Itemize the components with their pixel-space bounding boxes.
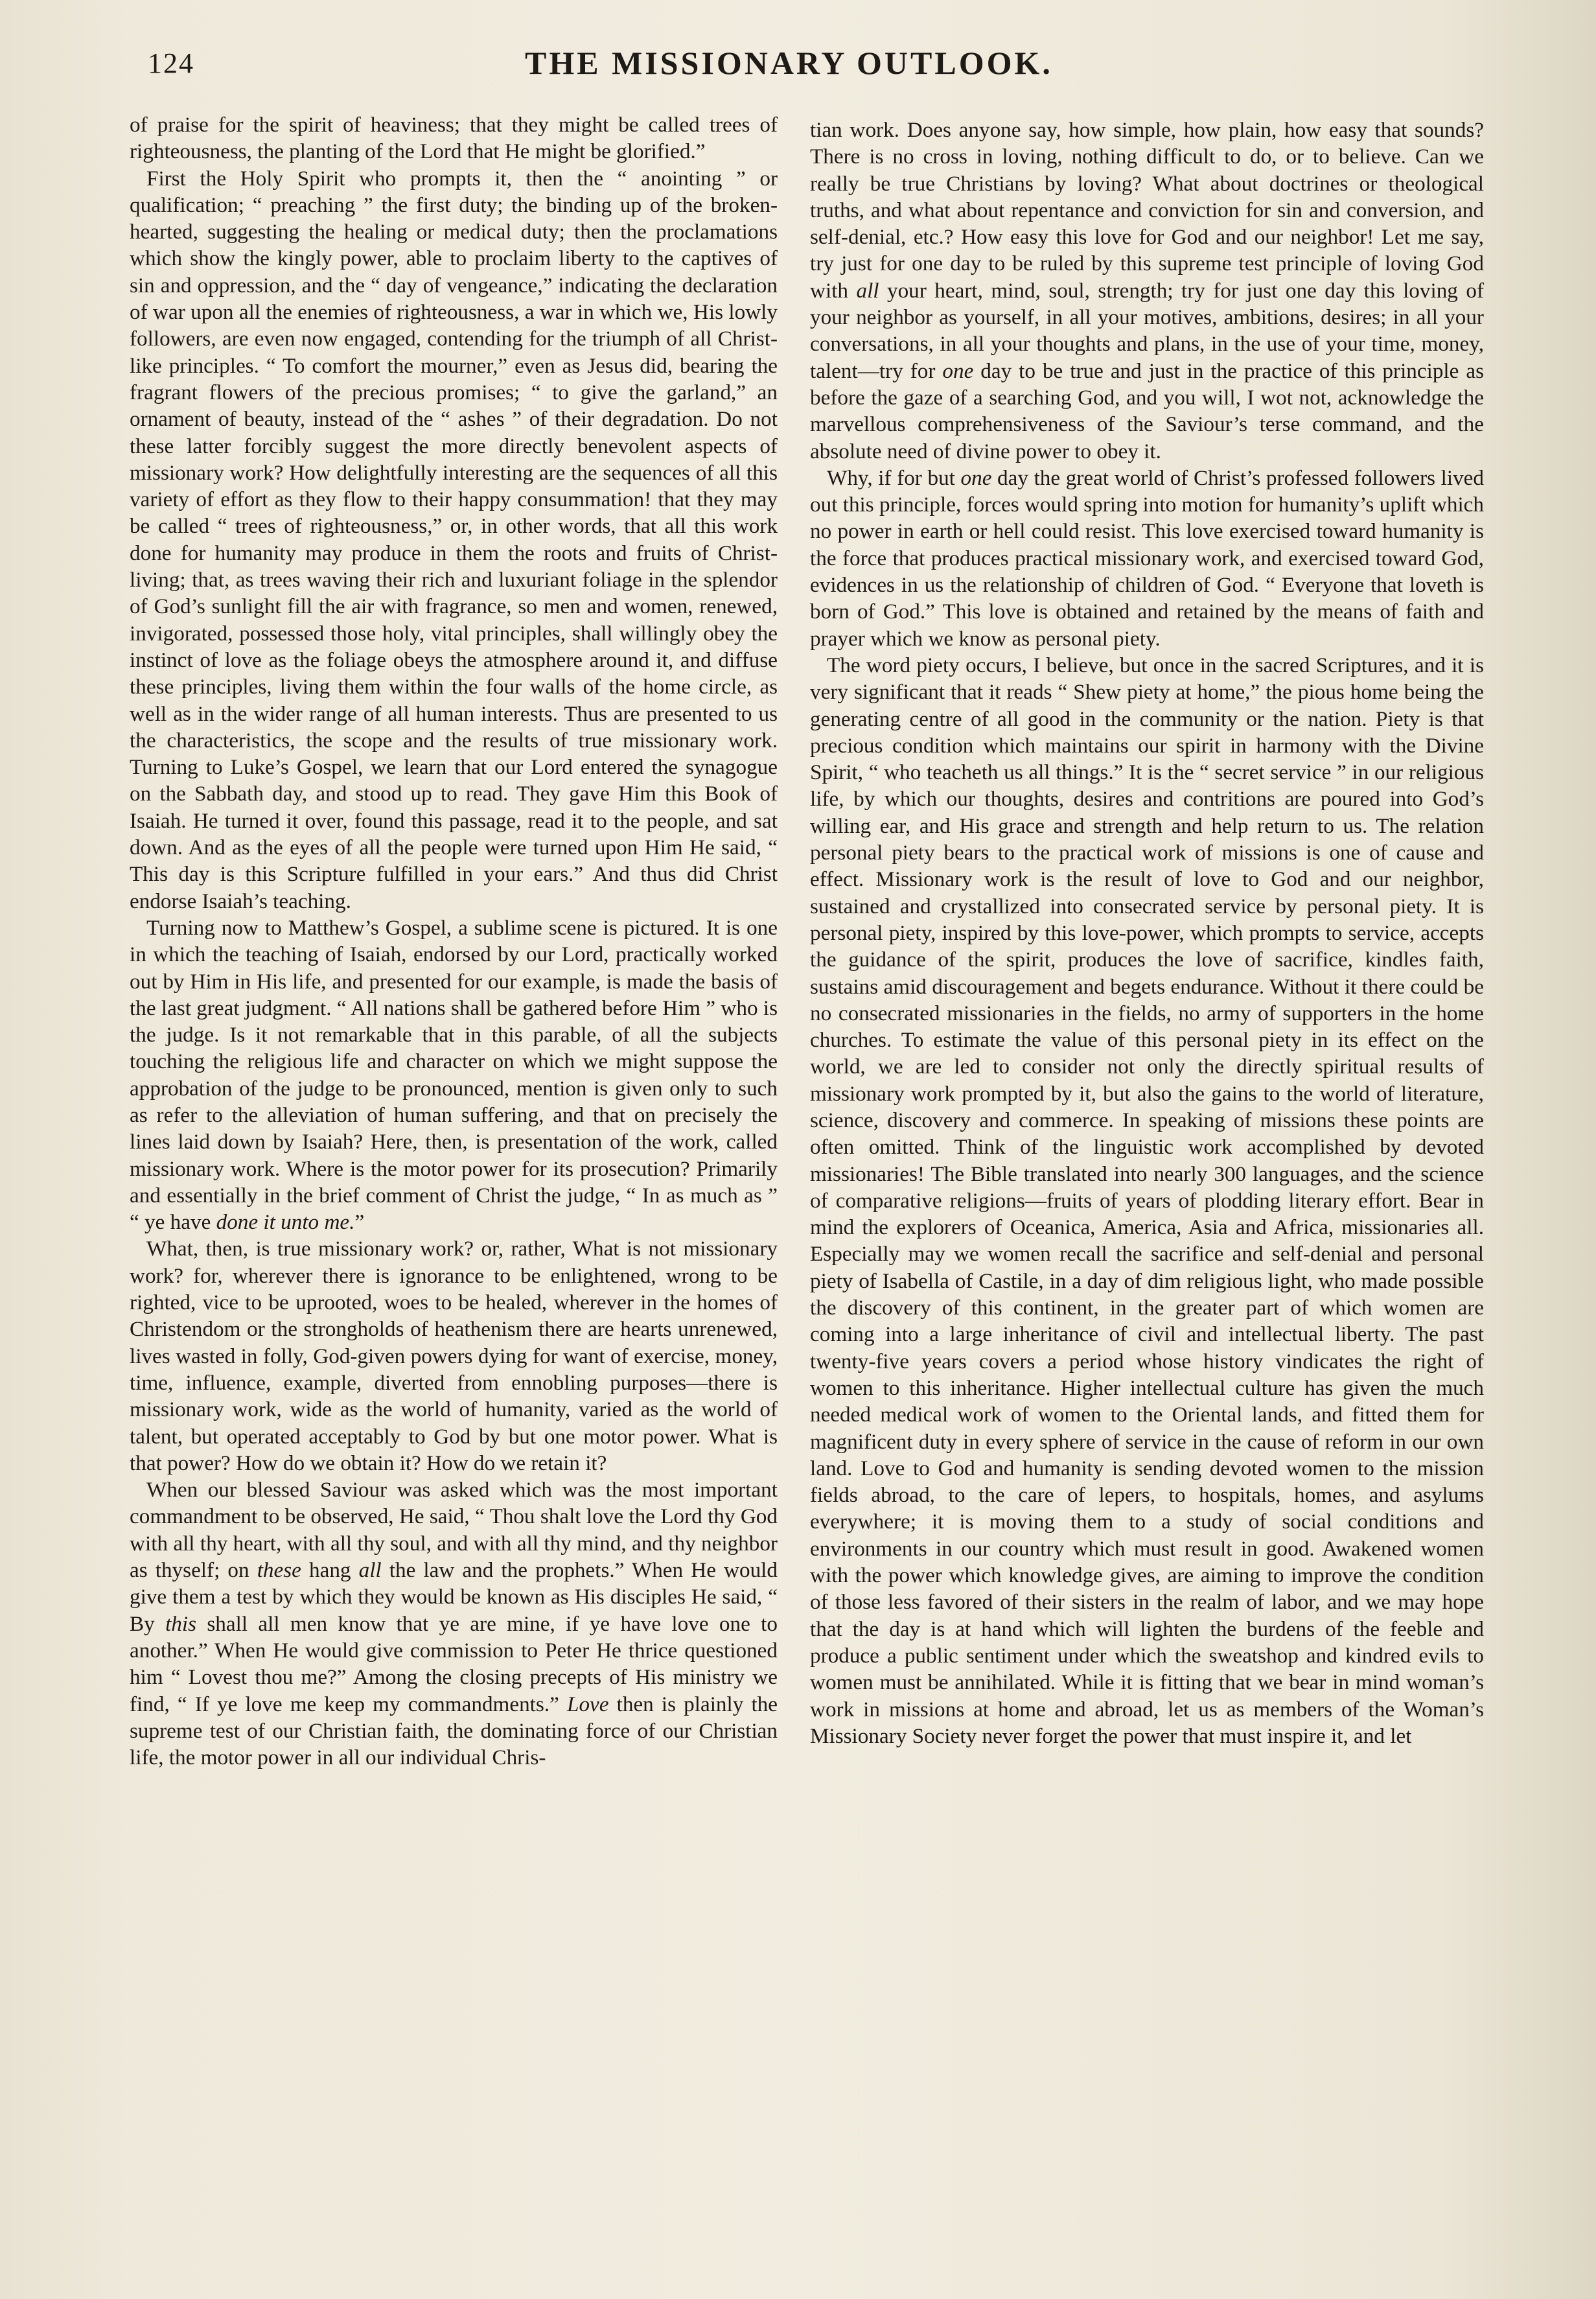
text: tian work. Does anyone say, how simple, how plain, how easy that sounds? There is no cross in loving, nothing difficult to do, or to believe. Can we really be true Christians by loving? What about doctrines or theological truths, and what about repentance and conviction for sin and conversion, and self-denial, etc.? How easy this love for God and our neighbor! Let me say, try just for one day to be ruled by this supreme test principle of loving God with bbox=[810, 118, 1484, 303]
text: then is plainly the supreme test of our Christian faith, the dominating force of our Christian life, the motor power in all our individual Chris- bbox=[130, 1692, 778, 1770]
text: ” bbox=[354, 1210, 365, 1235]
paragraph bbox=[810, 465, 1484, 652]
text: Why, if for but bbox=[827, 465, 961, 490]
emphasis: one bbox=[942, 358, 974, 383]
paragraph: The word piety occurs, I believe, but once in the sacred Scriptures, and it is very significant that it reads “ Shew piety at home,” the pious home being the generating centre of all good in the community or the nation. Piety is that precious condition which maintains our spirit in harmony with the Divine Spirit, “ who teacheth us all things.” It is the “ secret service ” in our religious life, by which our thoughts, desires and contritions are poured into God’s willing ear, and His grace and strength and help return to us. The relation personal piety bears to the practical work of missions is one of cause and effect. Missionary work is the result of love to God and our neighbor, sustained and crystallized into consecrated service by personal piety. It is personal piety, inspired by this love-power, which prompts to service, accepts the guidance of the spirit, produces the love of sacrifice, kindles faith, sustains amid discouragement and begets endurance. Without it there could be no consecrated missionaries in the fields, no army of supporters in the home churches. To estimate the value of this personal piety in its effect on the world, we are led to consider not only the directly spiritual results of missionary work prompted by it, but also the gains to the world of literature, science, discovery and commerce. In speaking of missions these points are often omitted. Think of the linguistic work accomplished by devoted missionaries! The Bible translated into nearly 300 languages, and the science of comparative religions—fruits of years of plodding literary effort. Bear in mind the explorers of Oceanica, America, Asia and Africa, missionaries all. Especially may we women recall the sacrifice and self-denial and personal piety of Isabella of Castile, in a day of dim religious light, who made possible the discovery of this continent, in the greater part of which women are coming into a large inheritance of civil and intellectual liberty. The past twenty-five years covers a period whose history vindicates the right of women to this inheritance. Higher intellectual culture has given the much needed medical work of women to the Oriental lands, and fitted them for magnificent duty in every sphere of service in the cause of reform in our own land. Love to God and humanity is sending devoted women to the mission fields abroad, to the care of lepers, to hospitals, homes, and asylums everywhere; it is moving them to a study of social conditions and environments in our country which must result in good. Awakened women with the power which knowledge gives, are aiming to improve the condition of those less favored of their sisters in the realm of labor, and we may hope that the day is at hand which will lighten the burdens of the feeble and produce a public sentiment under which the sweatshop and kindred evils to women must be annihilated. While it is fitting that we bear in mind woman’s work in missions at home and abroad, let us as members of the Woman’s Missionary Society never forget the power that must inspire it, and let bbox=[810, 653, 1484, 1748]
emphasis: done it unto me. bbox=[216, 1210, 355, 1235]
emphasis: Love bbox=[566, 1692, 609, 1716]
text: the law and the prophets.” When He would give them a test by which they would be known as His disciples He said, “ By bbox=[130, 1558, 778, 1636]
paragraph: What, then, is true missionary work? or, rather, What is not missionary work? for, wherever there is ignorance to be enlightened, wrong to be righted, vice to be uprooted, woes to be healed, wherever in the homes of Christendom or the strongholds of heathenism there are hearts unrenewed, lives wasted in folly, God-given powers dying for want of exercise, money, time, influence, example, diverted from ennobling purposes—there is missionary work, wide as the world of humanity, varied as the world of talent, but operated acceptably to God by but one motor power. What is that power? How do we obtain it? How do we retain it? bbox=[130, 1237, 778, 1475]
paragraph bbox=[130, 1476, 778, 1771]
emphasis: one bbox=[960, 465, 992, 490]
emphasis: this bbox=[165, 1611, 197, 1636]
right-column bbox=[810, 117, 1484, 1749]
emphasis: all bbox=[856, 278, 879, 303]
text: When our blessed Saviour was asked which was the most important commandment to be observed, He said, “ Thou shalt love the Lord thy God with all thy heart, with all thy soul, and with all thy mind, and thy neighbor as thyself; on bbox=[130, 1478, 778, 1583]
text: day the great world of Christ’s professed followers lived out this principle, forces would spring into motion for humanity’s uplift which no power in earth or hell could resist. This love exercised toward humanity is the force that produces practical missionary work, and exercised toward God, evidences in us the relationship of children of God. “ Everyone that loveth is born of God.” This love is obtained and retained by the means of faith and prayer which we know as personal piety. bbox=[810, 465, 1485, 651]
text: hang bbox=[301, 1558, 359, 1583]
page-number: 124 bbox=[148, 47, 194, 79]
paragraph: First the Holy Spirit who prompts it, then the “ anointing ” or qualification; “ preaching ” the first duty; the binding up of the broken-hearted, suggesting the healing or medical duty; then the proclamations which show the kingly power, able to proclaim liberty to the captives of sin and oppression, and the “ day of vengeance,” indicating the declaration of war upon all the enemies of righteousness, a war in which we, His lowly followers, are even now engaged, contending for the triumph of all Christ-like principles. “ To comfort the mourner,” even as Jesus did, bearing the fragrant flowers of the precious promises; “ to give the garland,” an ornament of beauty, instead of the “ ashes ” of their degradation. Do not these latter forcibly suggest the more directly benevolent aspects of missionary work? How delightfully interesting are the sequences of all this variety of effort as they flow to their happy consummation! that they may be called “ trees of righteousness,” or, in other words, that all this work done for humanity may produce in them the roots and fruits of Christ-living; that, as trees waving their rich and luxuriant foliage in the splendor of God’s sunlight fill the air with fragrance, so men and women, renewed, invigorated, possessed those holy, vital principles, shall willingly obey the instinct of love as the foliage obeys the atmosphere around it, and diffuse these principles, living them within the four walls of the home circle, as well as in the wider range of all human interests. Thus are presented to us the characteristics, the scope and the results of true missionary work. Turning to Luke’s Gospel, we learn that our Lord entered the synagogue on the Sabbath day, and stood up to read. They gave Him this Book of Isaiah. He turned it over, found this passage, read it to the people, and sat down. And as the eyes of all the people were turned upon Him He said, “ This day is this Scripture fulfilled in your ears.” And thus did Christ endorse Isaiah’s teaching. bbox=[130, 166, 778, 913]
text: shall all men know that ye are mine, if ye have love one to another.” When He would give commission to Peter He thrice questioned him “ Lovest thou me?” Among the closing precepts of His ministry we find, “ If ye love me keep my commandments.” bbox=[130, 1611, 778, 1716]
emphasis: these bbox=[257, 1558, 301, 1583]
text: your heart, mind, soul, strength; try for just one day this loving of your neighbor as yourself, in all your motives, ambitions, desires; in all your conversations, in all your thoughts and plans, in the use of your time, money, talent—try for bbox=[810, 278, 1484, 383]
text: Turning now to Matthew’s Gospel, a sublime scene is pictured. It is one in which the teaching of Isaiah, endorsed by our Lord, practically worked out by Him in His life, and presented for our example, is made the basis of the last great judgment. “ All nations shall be gathered before Him ” who is the judge. Is it not remarkable that in this parable, of all the subjects touching the religious life and character on which we might suppose the approbation of the judge to be pronounced, mention is given only to such as refer to the alleviation of human suffering, and that on precisely the lines laid down by Isaiah? Here, then, is presentation of the work, called missionary work. Where is the motor power for its prosecution? Primarily and essentially in the brief comment of Christ the judge, “ In as much as ” “ ye have bbox=[130, 915, 778, 1235]
running-head: THE MISSIONARY OUTLOOK. bbox=[525, 45, 1053, 81]
text: day to be true and just in the practice of this principle as before the gaze of a searching God, and you will, I wot not, acknowledge the marvellous comprehensiveness of the Saviour’s terse command, and the absolute need of divine power to obey it. bbox=[810, 358, 1484, 463]
paragraph bbox=[810, 117, 1484, 465]
paragraph bbox=[130, 915, 778, 1236]
emphasis: all bbox=[358, 1558, 382, 1583]
paragraph: of praise for the spirit of heaviness; that they might be called trees of righteousness, the planting of the Lord that He might be glorified.” bbox=[130, 113, 778, 164]
left-column bbox=[130, 111, 778, 1771]
